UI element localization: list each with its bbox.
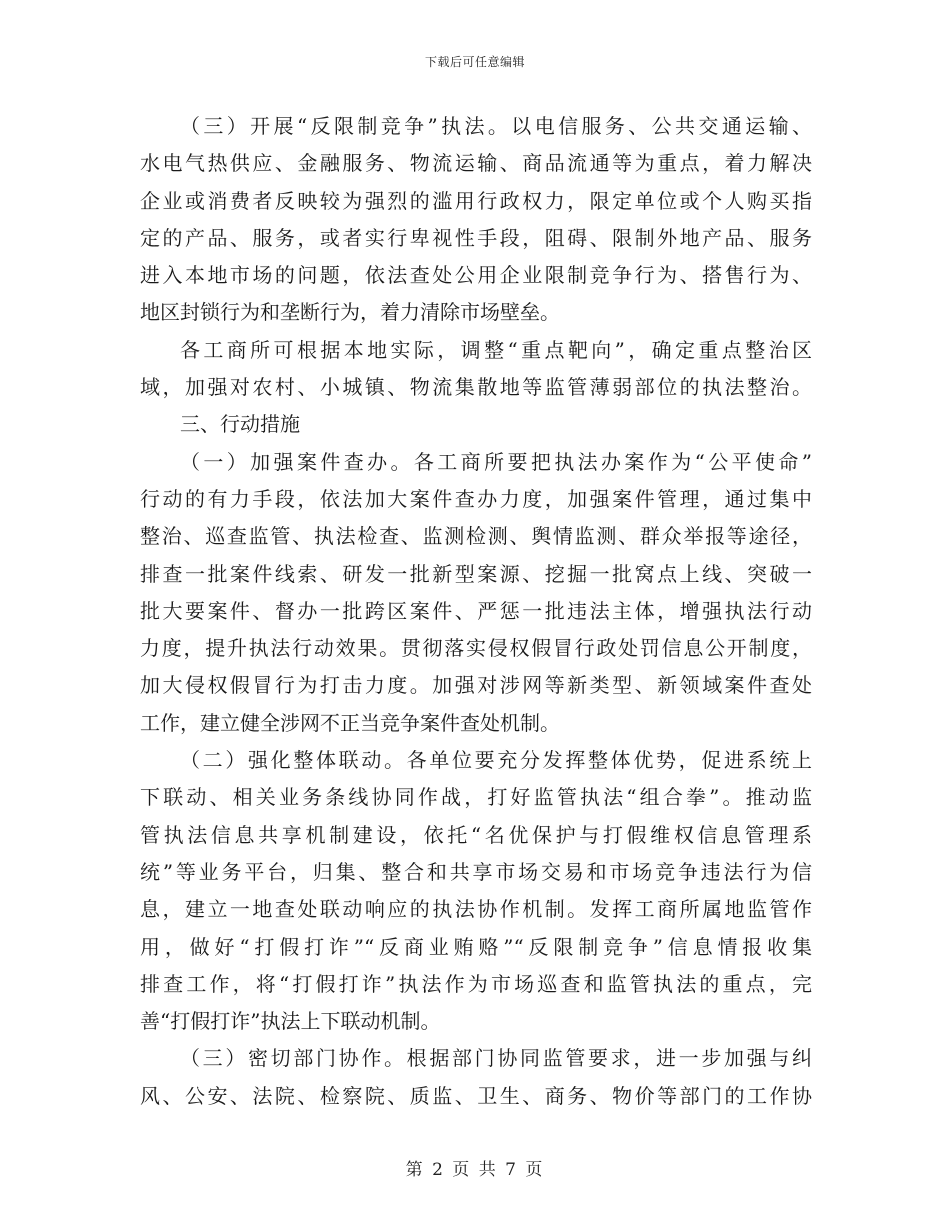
page-header: 下载后可任意编辑 [424, 55, 525, 69]
text-line: 管执法信息共享机制建设，依托“名优保护与打假维权信息管理系 [140, 822, 812, 847]
text-line: （一）加强案件查办。各工商所要把执法办案作为“公平使命” [180, 449, 812, 474]
text-line: 排查一批案件线索、研发一批新型案源、挖掘一批窝点上线、突破一 [140, 561, 812, 586]
section-heading: 三、行动措施 [180, 412, 300, 437]
text-line: （二）强化整体联动。各单位要充分发挥整体优势，促进系统上 [180, 748, 812, 773]
page-number: 第 2 页 共 7 页 [405, 1160, 545, 1180]
text-line: 整治、巡查监管、执法检查、监测检测、舆情监测、群众举报等途径， [140, 524, 812, 549]
text-line: 批大要案件、督办一批跨区案件、严惩一批违法主体，增强执法行动 [140, 598, 812, 623]
text-line: 下联动、相关业务条线协同作战，打好监管执法“组合拳”。推动监 [140, 785, 812, 810]
text-line: 善“打假打诈”执法上下联动机制。 [140, 1009, 441, 1034]
text-line: 行动的有力手段，依法加大案件查办力度，加强案件管理，通过集中 [140, 486, 812, 511]
text-line: 息，建立一地查处联动响应的执法协作机制。发挥工商所属地监管作 [140, 897, 812, 922]
document-body [140, 108, 812, 1115]
text-line: 进入本地市场的问题，依法查处公用企业限制竞争行为、搭售行为、 [140, 263, 812, 288]
text-line: 定的产品、服务，或者实行卑视性手段，阻碍、限制外地产品、服务 [140, 225, 812, 250]
text-line: 域，加强对农村、小城镇、物流集散地等监管薄弱部位的执法整治。 [140, 375, 812, 400]
text-line: （三）密切部门协作。根据部门协同监管要求，进一步加强与纠 [180, 1046, 812, 1071]
text-line: 风、公安、法院、检察院、质监、卫生、商务、物价等部门的工作协 [140, 1083, 812, 1108]
text-line: 统”等业务平台，归集、整合和共享市场交易和市场竞争违法行为信 [140, 859, 812, 884]
text-line: 加大侵权假冒行为打击力度。加强对涉网等新类型、新领域案件查处 [140, 673, 812, 698]
text-line: 用，做好“打假打诈”“反商业贿赂”“反限制竞争”信息情报收集 [140, 934, 812, 959]
text-line: 各工商所可根据本地实际，调整“重点靶向”，确定重点整治区 [180, 337, 812, 362]
text-line: 水电气热供应、金融服务、物流运输、商品流通等为重点，着力解决 [140, 151, 812, 176]
text-line: 工作，建立健全涉网不正当竞争案件查处机制。 [140, 710, 560, 735]
text-line: 企业或消费者反映较为强烈的滥用行政权力，限定单位或个人购买指 [140, 188, 812, 213]
text-line: 力度，提升执法行动效果。贯彻落实侵权假冒行政处罚信息公开制度， [140, 636, 812, 661]
text-line: （三）开展“反限制竞争”执法。以电信服务、公共交通运输、 [180, 114, 812, 138]
text-line: 地区封锁行为和垄断行为，着力清除市场壁垒。 [140, 300, 560, 325]
text-line: 排查工作，将“打假打诈”执法作为市场巡查和监管执法的重点，完 [140, 971, 812, 996]
